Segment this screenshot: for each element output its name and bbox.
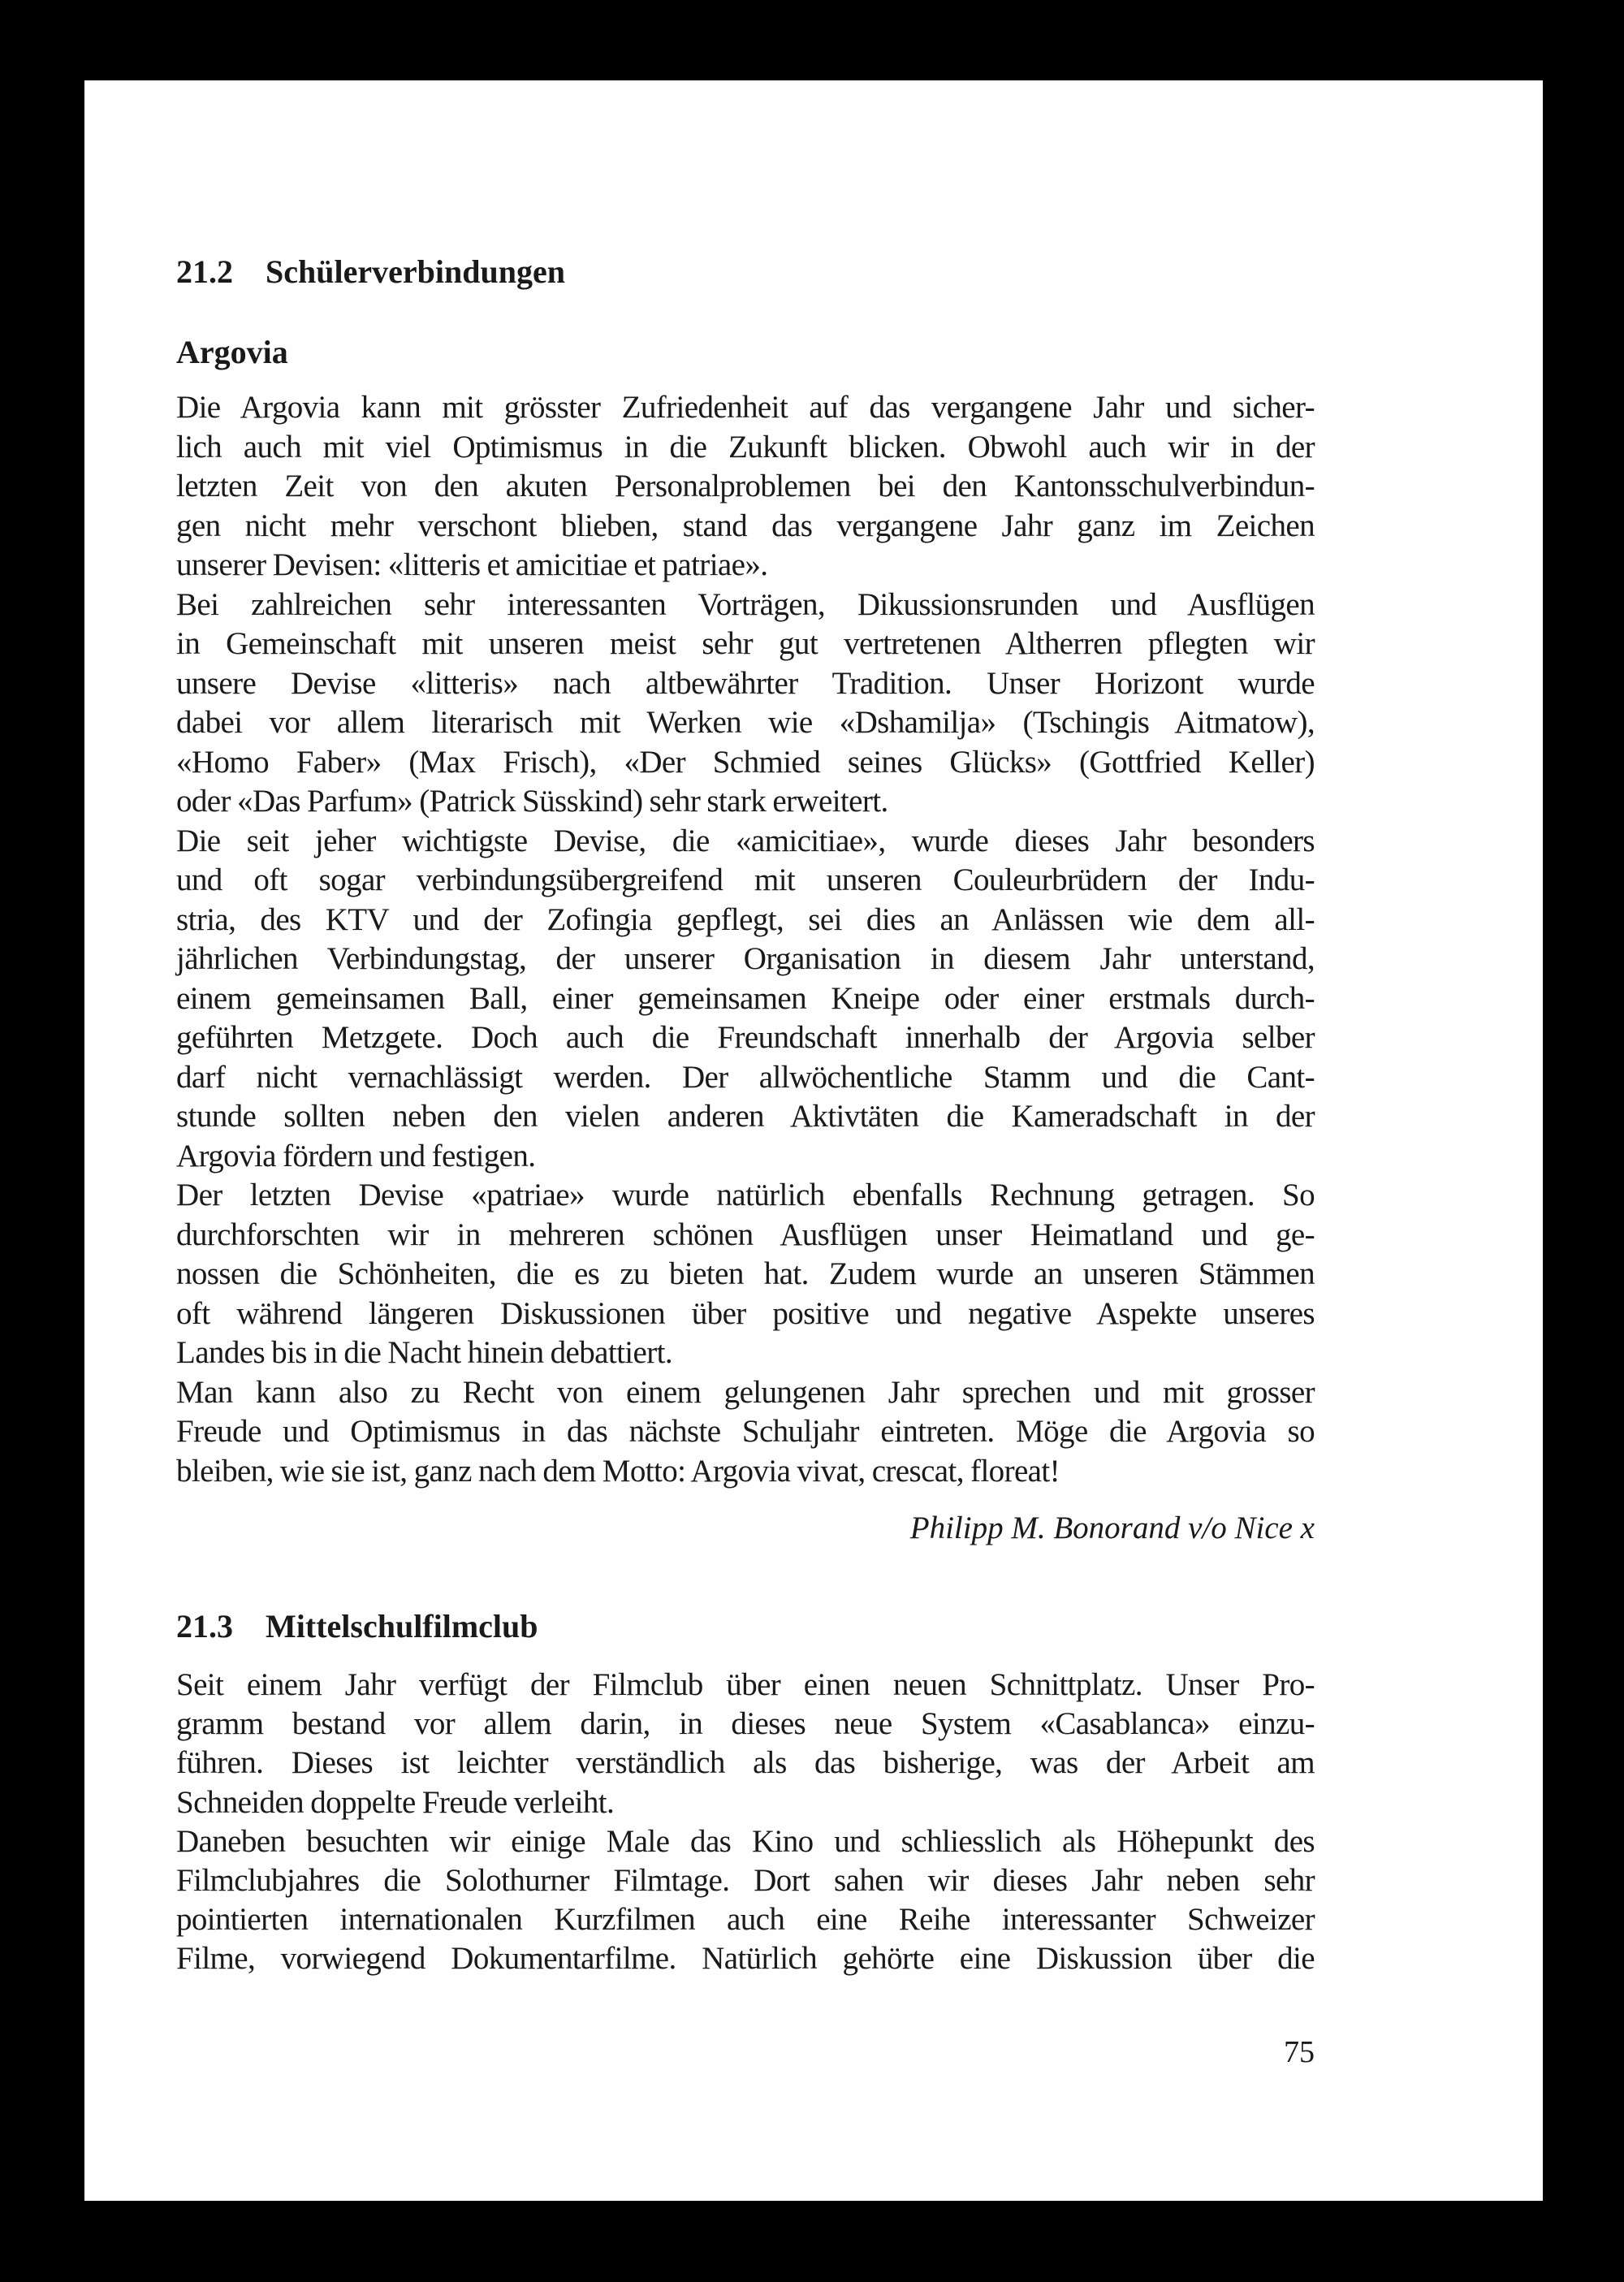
text-line: geführten Metzgete. Doch auch die Freundschaft innerhalb der Argovia selber [176,1020,1315,1055]
text-line: Freude und Optimismus in das nächste Schuljahr eintreten. Möge die Argovia so [176,1414,1315,1449]
argovia-body [176,388,1315,1491]
text-line: unserer Devisen: «litteris et amicitiae et patriae». [176,547,768,582]
section-heading-mittelschulfilmclub [176,1606,1315,1647]
filmclub-body [176,1666,1315,1979]
section-title: Schülerverbindungen [266,253,565,290]
text-line: einem gemeinsamen Ball, einer gemeinsamen Kneipe oder einer erstmals durch- [176,980,1315,1016]
text-line: nossen die Schönheiten, die es zu bieten hat. Zudem wurde an unseren Stämmen [176,1256,1315,1291]
paragraph [176,1666,1315,1822]
text-line: gramm bestand vor allem darin, in dieses neue System «Casablanca» einzu- [176,1706,1315,1742]
text-line: und oft sogar verbindungsübergreifend mit unseren Couleurbrüdern der Indu- [176,862,1315,897]
text-line: jährlichen Verbindungstag, der unserer Organisation in diesem Jahr unterstand, [176,941,1315,976]
text-line: führen. Dieses ist leichter verständlich als das bisherige, was der Arbeit am [176,1745,1315,1781]
text-line: unsere Devise «litteris» nach altbewährter Tradition. Unser Horizont wurde [176,665,1315,701]
page-number: 75 [1284,2035,1315,2069]
text-line: Man kann also zu Recht von einem gelungenen Jahr sprechen und mit grosser [176,1374,1315,1410]
text-line: gen nicht mehr verschont blieben, stand das vergangene Jahr ganz im Zeichen [176,508,1315,543]
text-line: «Homo Faber» (Max Frisch), «Der Schmied seines Glücks» (Gottfried Keller) [176,744,1315,780]
paragraph [176,388,1315,586]
subheading-argovia: Argovia [176,334,288,370]
section-title: Mittelschulfilmclub [266,1608,538,1645]
text-line: Filme, vorwiegend Dokumentarfilme. Natürlich gehörte eine Diskussion über die [176,1941,1315,1977]
text-line: stunde sollten neben den vielen anderen Aktivtäten die Kameradschaft in der [176,1099,1315,1134]
text-line: durchforschten wir in mehreren schönen Ausflügen unser Heimatland und ge- [176,1217,1315,1252]
paragraph [176,822,1315,1177]
text-line: dabei vor allem literarisch mit Werken wie «Dshamilja» (Tschingis Aitmatow), [176,705,1315,740]
text-line: oft während längeren Diskussionen über positive und negative Aspekte unseres [176,1295,1315,1331]
author-signature: Philipp M. Bonorand v/o Nice x [909,1511,1315,1545]
paragraph [176,1373,1315,1492]
text-line: Landes bis in die Nacht hinein debattiert. [176,1335,673,1370]
text-line: Filmclubjahres die Solothurner Filmtage. Dort sahen wir dieses Jahr neben sehr [176,1862,1315,1898]
text-line: Der letzten Devise «patriae» wurde natürlich ebenfalls Rechnung getragen. So [176,1178,1315,1212]
text-line: oder «Das Parfum» (Patrick Süsskind) sehr stark erweitert. [176,784,888,819]
section-number: 21.2 [176,253,233,290]
text-line: darf nicht vernachlässigt werden. Der allwöchentliche Stamm und die Cant- [176,1059,1315,1095]
document-page [84,80,1543,2201]
text-line: Die seit jeher wichtigste Devise, die «amicitiae», wurde dieses Jahr besonders [176,823,1315,858]
text-line: in Gemeinschaft mit unseren meist sehr gut vertretenen Altherren pflegten wir [176,626,1315,661]
text-line: Schneiden doppelte Freude verleiht. [176,1784,615,1820]
text-line: lich auch mit viel Optimismus in die Zukunft blicken. Obwohl auch wir in der [176,429,1315,465]
text-line: Bei zahlreichen sehr interessanten Vorträgen, Dikussionsrunden und Ausflügen [176,586,1315,622]
paragraph [176,1822,1315,1979]
paragraph [176,1176,1315,1373]
text-line: pointierten internationalen Kurzfilmen auch eine Reihe interessanter Schweizer [176,1902,1315,1938]
section-number: 21.3 [176,1608,233,1645]
text-line: Seit einem Jahr verfügt der Filmclub über einen neuen Schnittplatz. Unser Pro- [176,1667,1315,1702]
text-line: letzten Zeit von den akuten Personalproblemen bei den Kantonsschulverbindun- [176,469,1315,504]
text-line: stria, des KTV und der Zofingia gepflegt, sei dies an Anlässen wie dem all- [176,901,1315,937]
section-heading-schuelerverbindungen [176,252,1315,292]
text-line: Die Argovia kann mit grösster Zufriedenheit auf das vergangene Jahr und sicher- [176,390,1315,425]
text-line: Daneben besuchten wir einige Male das Kino und schliesslich als Höhepunkt des [176,1823,1315,1859]
paragraph [176,586,1315,822]
text-line: bleiben, wie sie ist, ganz nach dem Motto: Argovia vivat, crescat, floreat! [176,1453,1060,1489]
text-line: Argovia fördern und festigen. [176,1138,536,1173]
